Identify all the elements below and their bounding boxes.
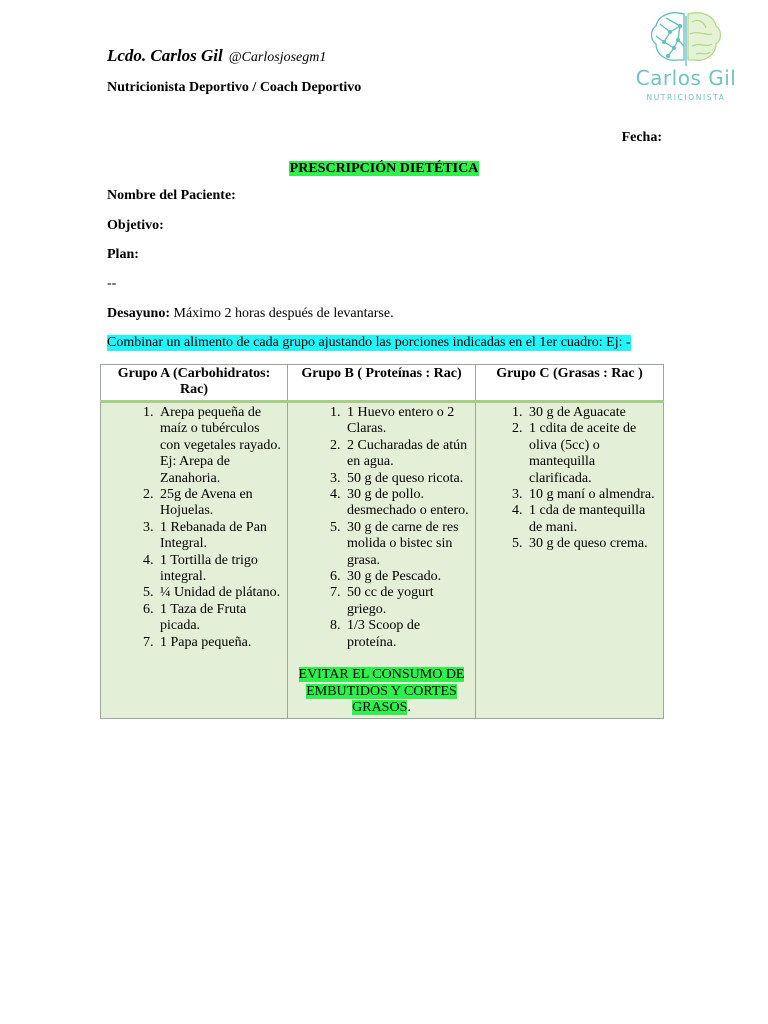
avoid-warning-text: EVITAR EL CONSUMO DE EMBUTIDOS Y CORTES GRASOS — [298, 667, 465, 715]
list-item: 4. 1 cda de mantequilla de mani. — [526, 503, 659, 536]
author-name — [107, 46, 326, 66]
list-item: 5. ¼ Unidad de plátano. — [157, 585, 283, 601]
avoid-warning — [292, 667, 471, 716]
list-item: 3. 10 g maní o almendra. — [526, 487, 659, 503]
group-b-cell — [288, 402, 476, 719]
table-header-row — [101, 365, 664, 402]
breakfast-text: Máximo 2 horas después de levantarse. — [170, 306, 394, 321]
list-item: 2. 2 Cucharadas de atún en agua. — [344, 438, 471, 471]
group-a-list — [105, 405, 283, 651]
list-item: 4. 30 g de pollo. desmechado o entero. — [344, 487, 471, 520]
logo-name: Carlos Gil — [635, 66, 737, 90]
list-item: 1. 1 Huevo entero o 2 Claras. — [344, 405, 471, 438]
list-item: 3. 50 g de queso ricota. — [344, 471, 471, 487]
header-group-b: Grupo B ( Proteínas : Rac) — [288, 365, 476, 402]
list-item: 5. 30 g de carne de res molida o bistec sin grasa. — [344, 520, 471, 569]
list-item: 6. 1 Taza de Fruta picada. — [157, 602, 283, 635]
list-item: 7. 1 Papa pequeña. — [157, 635, 283, 651]
food-groups-table — [100, 364, 664, 719]
list-item: 6. 30 g de Pescado. — [344, 569, 471, 585]
list-item: 1. 30 g de Aguacate — [526, 405, 659, 421]
list-item: 1. Arepa pequeña de maíz o tubérculos con vegetales rayado. Ej: Arepa de Zanahoria. — [157, 405, 283, 487]
objective-label: Objetivo: — [107, 218, 164, 233]
header-group-c: Grupo C (Grasas : Rac ) — [476, 365, 664, 402]
header-group-a: Grupo A (Carbohidratos: Rac) — [101, 365, 288, 402]
logo-subtitle: NUTRICIONISTA — [646, 93, 726, 102]
author-name-text: Lcdo. Carlos Gil — [107, 46, 223, 65]
list-item: 8. 1/3 Scoop de proteína. — [344, 618, 471, 651]
breakfast-line — [107, 306, 394, 322]
combination-instruction: Combinar un alimento de cada grupo ajustando las porciones indicadas en el 1er cuadro: Ej: - — [107, 335, 631, 350]
breakfast-label: Desayuno: — [107, 306, 171, 321]
document-title — [0, 159, 768, 177]
brand-logo — [626, 10, 746, 105]
group-c-cell — [476, 402, 664, 719]
list-item: 3. 1 Rebanada de Pan Integral. — [157, 520, 283, 553]
dash-separator: -- — [107, 276, 117, 291]
social-handle: @Carlosjosegm1 — [228, 50, 327, 65]
list-item: 2. 25g de Avena en Hojuelas. — [157, 487, 283, 520]
brain-logo-icon — [626, 10, 746, 70]
table-row — [101, 402, 664, 719]
date-label: Fecha: — [621, 130, 662, 145]
plan-label: Plan: — [107, 247, 139, 262]
patient-name-label: Nombre del Paciente: — [107, 188, 236, 203]
group-a-cell — [101, 402, 288, 719]
list-item: 5. 30 g de queso crema. — [526, 536, 659, 552]
avoid-warning-period: . — [407, 699, 411, 715]
group-b-list — [292, 405, 471, 651]
list-item: 7. 50 cc de yogurt griego. — [344, 585, 471, 618]
list-item: 2. 1 cdita de aceite de oliva (5cc) o mantequilla clarificada. — [526, 421, 659, 487]
document-title-text: PRESCRIPCIÓN DIETÉTICA — [289, 161, 479, 176]
list-item: 4. 1 Tortilla de trigo integral. — [157, 553, 283, 586]
author-role: Nutricionista Deportivo / Coach Deportivo — [107, 80, 362, 95]
group-c-list — [480, 405, 659, 553]
